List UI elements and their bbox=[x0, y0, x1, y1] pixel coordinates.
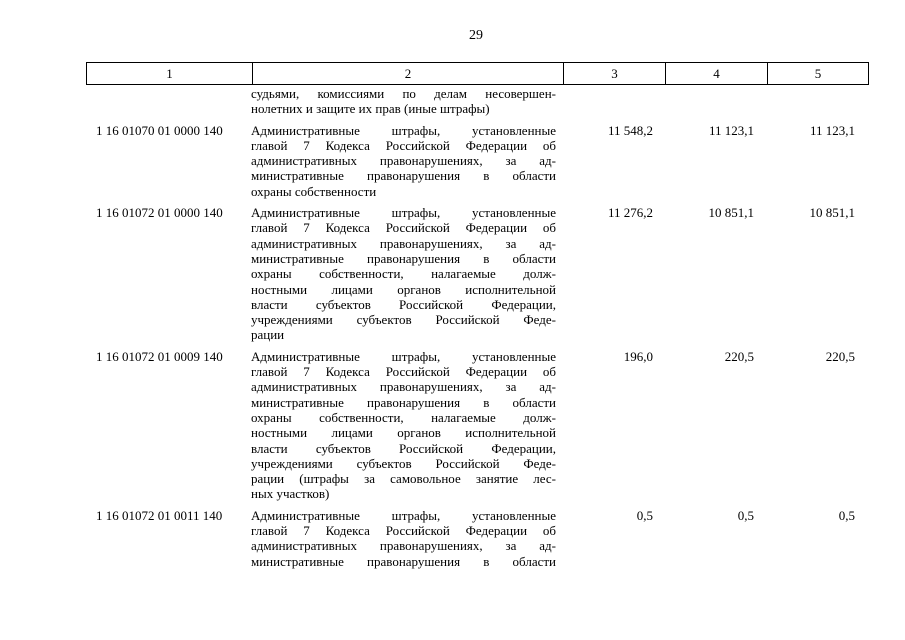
column-header-row bbox=[87, 63, 869, 85]
column-header-1: 1 bbox=[87, 63, 253, 85]
row-description bbox=[251, 508, 556, 569]
row-value-col4: 220,5 bbox=[724, 348, 754, 364]
description-line: охраны собственности, налагаемые долж- bbox=[251, 266, 556, 282]
description-line: ностными лицами органов исполнительной bbox=[251, 425, 556, 441]
description-line: министративные правонарушения в области bbox=[251, 553, 556, 569]
description-line: рации (штрафы за самовольное занятие лес- bbox=[251, 471, 556, 487]
description-line: министративные правонарушения в области bbox=[251, 394, 556, 410]
row-value-col4: 10 851,1 bbox=[708, 205, 754, 221]
description-line: ностными лицами органов исполнительной bbox=[251, 281, 556, 297]
column-header-table bbox=[86, 62, 869, 85]
description-line: Административные штрафы, установленные bbox=[251, 348, 556, 364]
description-line: рации bbox=[251, 327, 285, 343]
description-line: административных правонарушениях, за ад- bbox=[251, 235, 556, 251]
row-value-col5: 0,5 bbox=[838, 507, 855, 523]
description-line: административных правонарушениях, за ад- bbox=[251, 538, 556, 554]
description-line: министративные правонарушения в области bbox=[251, 168, 556, 184]
row-value-col3: 11 276,2 bbox=[607, 205, 653, 221]
row-value-col5: 220,5 bbox=[825, 348, 855, 364]
description-line: Административные штрафы, установленные bbox=[251, 507, 556, 523]
row-code: 1 16 01072 01 0000 140 bbox=[96, 205, 223, 221]
row-value-col4: 0,5 bbox=[737, 507, 754, 523]
page-number: 29 bbox=[469, 28, 483, 43]
row-value-col3: 0,5 bbox=[636, 507, 653, 523]
row-value-col4: 11 123,1 bbox=[708, 122, 754, 138]
column-header-4: 4 bbox=[666, 63, 768, 85]
table-row bbox=[86, 508, 865, 569]
description-line: власти субъектов Российской Федерации, bbox=[251, 440, 556, 456]
row-description bbox=[251, 349, 556, 502]
row-description bbox=[251, 86, 556, 117]
row-code: 1 16 01070 01 0000 140 bbox=[96, 122, 223, 138]
description-line: министративные правонарушения в области bbox=[251, 250, 556, 266]
column-header-5: 5 bbox=[768, 63, 869, 85]
row-value-col3: 11 548,2 bbox=[607, 122, 653, 138]
column-header-3: 3 bbox=[564, 63, 666, 85]
table-row bbox=[86, 349, 865, 502]
description-line: учреждениями субъектов Российской Феде- bbox=[251, 455, 556, 471]
description-line: учреждениями субъектов Российской Феде- bbox=[251, 312, 556, 328]
description-line: главой 7 Кодекса Российской Федерации об bbox=[251, 137, 556, 153]
row-code bbox=[86, 86, 251, 117]
description-line: административных правонарушениях, за ад- bbox=[251, 153, 556, 169]
row-description bbox=[251, 123, 556, 199]
row-code: 1 16 01072 01 0011 140 bbox=[96, 507, 223, 523]
column-header-2: 2 bbox=[253, 63, 564, 85]
row-code: 1 16 01072 01 0009 140 bbox=[96, 348, 223, 364]
description-line: нолетних и защите их прав (иные штрафы) bbox=[251, 101, 490, 117]
table-row bbox=[86, 205, 865, 343]
table-row bbox=[86, 123, 865, 199]
description-line: охраны собственности, налагаемые долж- bbox=[251, 409, 556, 425]
description-line: ных участков) bbox=[251, 486, 330, 502]
description-line: судьями, комиссиями по делам несовершен- bbox=[251, 86, 556, 101]
row-description bbox=[251, 205, 556, 343]
table-body bbox=[86, 86, 865, 569]
description-line: главой 7 Кодекса Российской Федерации об bbox=[251, 523, 556, 539]
description-line: административных правонарушениях, за ад- bbox=[251, 379, 556, 395]
description-line: власти субъектов Российской Федерации, bbox=[251, 296, 556, 312]
row-value-col3: 196,0 bbox=[623, 348, 653, 364]
description-line: главой 7 Кодекса Российской Федерации об bbox=[251, 364, 556, 380]
description-line: охраны собственности bbox=[251, 183, 377, 199]
row-value-col5: 10 851,1 bbox=[809, 205, 855, 221]
description-line: Административные штрафы, установленные bbox=[251, 205, 556, 221]
row-value-col5: 11 123,1 bbox=[809, 122, 855, 138]
description-line: Административные штрафы, установленные bbox=[251, 122, 556, 138]
description-line: главой 7 Кодекса Российской Федерации об bbox=[251, 220, 556, 236]
continuation-row bbox=[86, 86, 865, 117]
